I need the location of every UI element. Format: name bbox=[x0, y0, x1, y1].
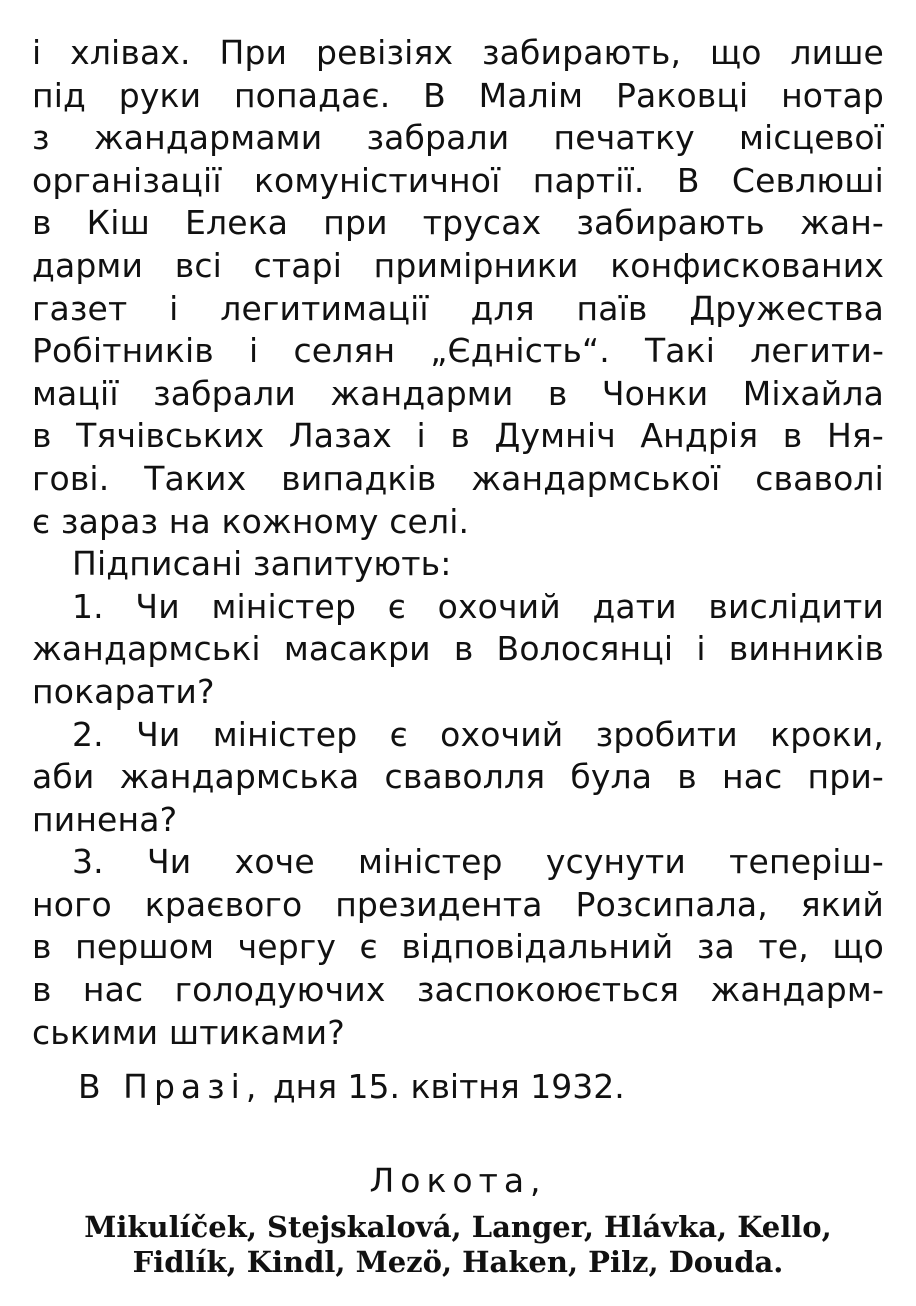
dateline bbox=[78, 1066, 625, 1108]
main-signature: Локота, bbox=[369, 1161, 547, 1200]
text-line: організації комуністичної партії. В Севлюші bbox=[32, 160, 884, 200]
text-line: покарати? bbox=[32, 671, 215, 711]
text-line: пинена? bbox=[32, 799, 178, 839]
text-line: аби жандармська сваволля була в нас при- bbox=[32, 757, 884, 797]
dateline-date: дня 15. квітня 1932. bbox=[272, 1067, 625, 1106]
text-line: 1. Чи міністер є охочий дати вислідити bbox=[72, 586, 884, 626]
text-line: 2. Чи міністер є охочий зробити кроки, bbox=[72, 714, 884, 754]
intro-paragraph bbox=[32, 543, 884, 586]
text-line: в першом чергу є відповідальний за те, що bbox=[32, 927, 884, 967]
question-2 bbox=[32, 714, 884, 842]
text-line: дарми всі старі примірники конфискованих bbox=[32, 245, 884, 285]
text-line: мації забрали жандарми в Чонки Міхайла bbox=[32, 373, 884, 413]
text-line: ськими штиками? bbox=[32, 1012, 345, 1052]
text-line: в нас голодуючих заспокоюється жандарм- bbox=[32, 970, 884, 1010]
text-line: і хлівах. При ревізіях забирають, що лише bbox=[32, 33, 884, 72]
text-line: під руки попадає. В Малім Раковці нотар bbox=[32, 75, 884, 115]
cosigners-line: Fidlík, Kindl, Mezö, Haken, Pilz, Douda. bbox=[132, 1245, 784, 1279]
text-line: 3. Чи хоче міністер усунути теперіш- bbox=[72, 842, 884, 882]
body-paragraph bbox=[32, 32, 884, 543]
dateline-place: В Празі, bbox=[78, 1067, 263, 1106]
text-line: Робітників і селян „Єдність“. Такі легити- bbox=[32, 331, 884, 371]
text-line: газет і легитимації для паїв Дружества bbox=[32, 288, 884, 328]
text-line: є зараз на кожному селі. bbox=[32, 501, 470, 541]
question-1 bbox=[32, 586, 884, 714]
text-line: з жандармами забрали печатку місцевої bbox=[32, 118, 884, 158]
intro-line: Підписані запитують: bbox=[72, 544, 452, 584]
text-line: ного краєвого президента Розсипала, який bbox=[32, 884, 884, 924]
text-line: в Тячівських Лазах і в Думніч Андрія в Ня- bbox=[32, 416, 884, 456]
text-line: жандармські масакри в Волосянці і винників bbox=[32, 629, 884, 669]
cosigners-line: Mikulíček, Stejskalová, Langer, Hlávka, Kello, bbox=[84, 1210, 832, 1244]
cosigners-block bbox=[0, 1210, 916, 1280]
text-line: в Кіш Елека при трусах забирають жан- bbox=[32, 203, 884, 243]
question-3 bbox=[32, 841, 884, 1054]
document-page bbox=[32, 32, 884, 1054]
text-line: гові. Таких випадків жандармської сваволі bbox=[32, 458, 884, 498]
